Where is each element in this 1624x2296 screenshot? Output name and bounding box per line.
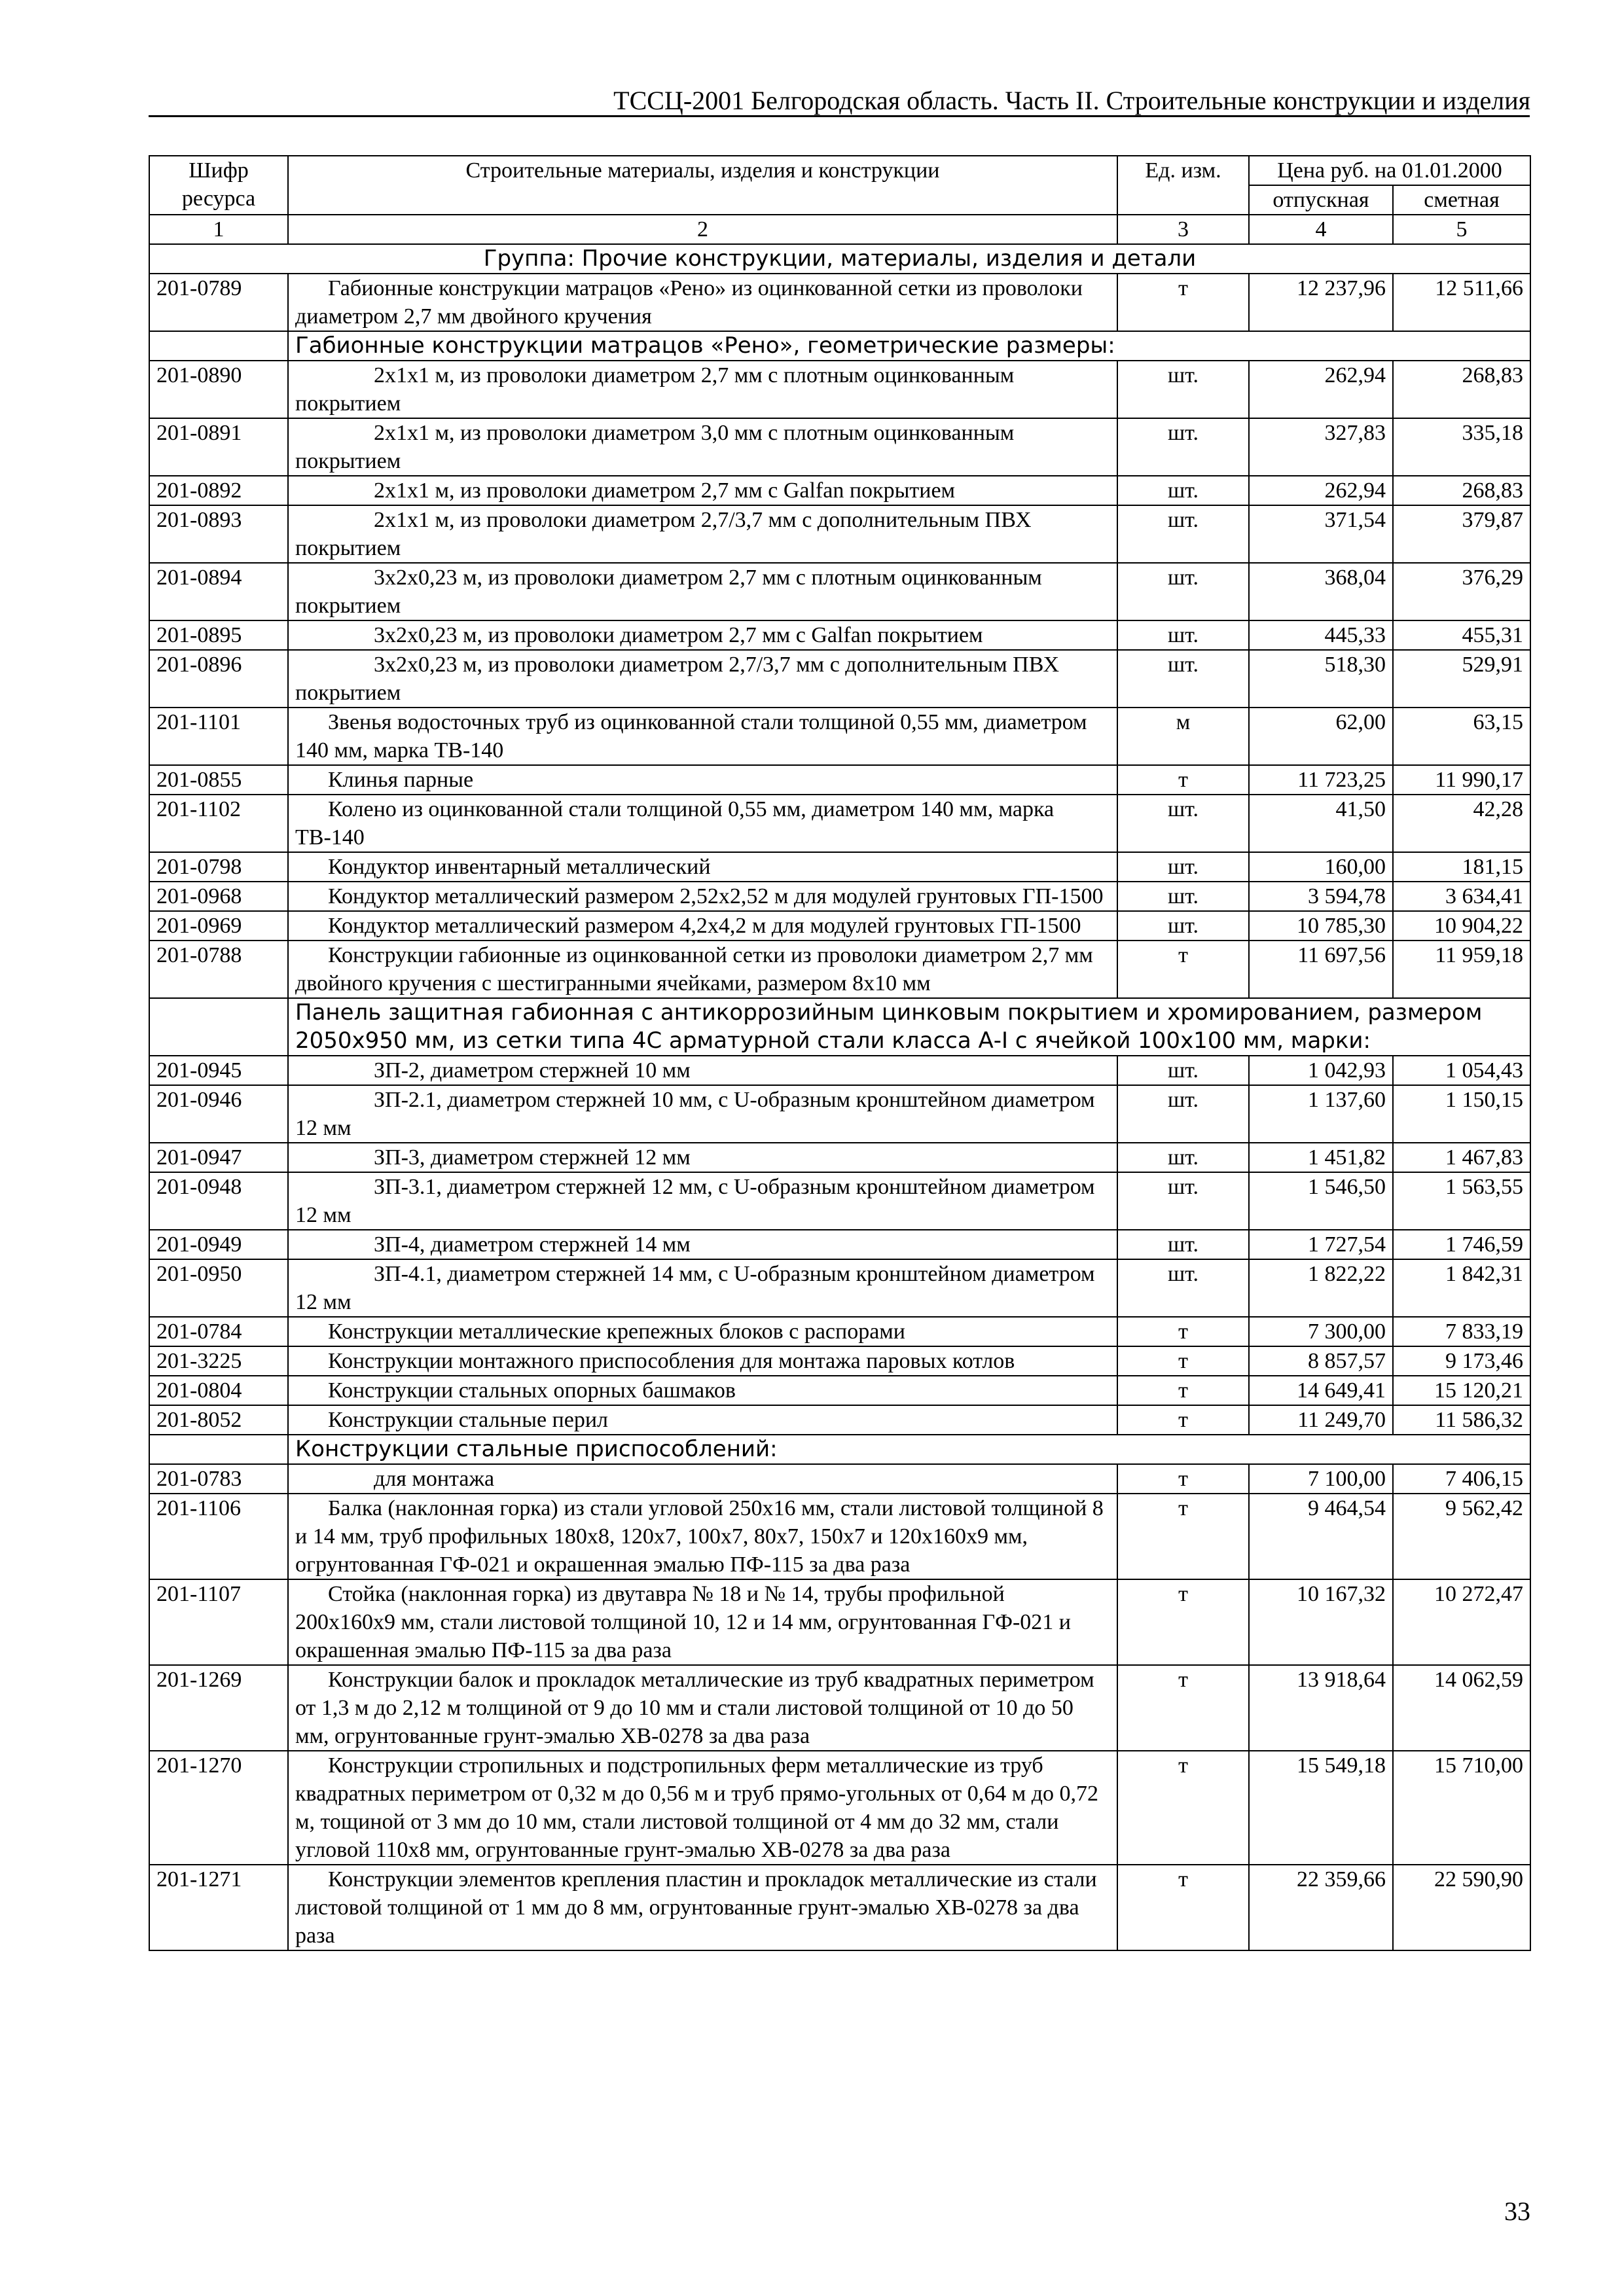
estimate-price: 1 563,55 [1393,1172,1530,1230]
price-table [149,155,1531,1951]
unit-of-measure: т [1117,1494,1249,1579]
table-row [149,274,1530,331]
unit-of-measure: шт. [1117,852,1249,882]
table-row [149,563,1530,620]
header-unit: Ед. изм. [1117,156,1249,215]
estimate-price: 268,83 [1393,361,1530,418]
resource-name: 2х1х1 м, из проволоки диаметром 2,7 мм с плотным оцинкованным покрытием [288,361,1117,418]
resource-name: ЗП-4.1, диаметром стержней 14 мм, с U-образным кронштейном диаметром 12 мм [288,1259,1117,1317]
unit-of-measure: м [1117,708,1249,765]
unit-of-measure: шт. [1117,1056,1249,1085]
resource-name: Балка (наклонная горка) из стали угловой 250х16 мм, стали листовой толщиной 8 и 14 мм, труб профильных 180х8, 120х7, 100х7, 80х7, 150х7 и 120х160х9 мм, огрунтованная ГФ-021 и окрашенная эмалью ПФ-115 за два раза [288,1494,1117,1579]
resource-name: 2х1х1 м, из проволоки диаметром 2,7 мм с Galfan покрытием [288,476,1117,505]
unit-of-measure: т [1117,1579,1249,1665]
table-row [149,361,1530,418]
estimate-price: 42,28 [1393,795,1530,852]
group-title-row [149,244,1530,274]
table-row [149,1230,1530,1259]
section-row [149,1435,1530,1464]
resource-code: 201-8052 [149,1405,288,1435]
release-price: 13 918,64 [1249,1665,1393,1751]
unit-of-measure: т [1117,1405,1249,1435]
estimate-price: 455,31 [1393,620,1530,650]
release-price: 1 727,54 [1249,1230,1393,1259]
resource-name: ЗП-2.1, диаметром стержней 10 мм, с U-образным кронштейном диаметром 12 мм [288,1085,1117,1143]
table-row [149,1865,1530,1950]
unit-of-measure: шт. [1117,650,1249,708]
release-price: 7 100,00 [1249,1464,1393,1494]
estimate-price: 11 990,17 [1393,765,1530,795]
estimate-price: 1 842,31 [1393,1259,1530,1317]
unit-of-measure: т [1117,1751,1249,1865]
resource-code: 201-0949 [149,1230,288,1259]
estimate-price: 529,91 [1393,650,1530,708]
release-price: 1 822,22 [1249,1259,1393,1317]
unit-of-measure: т [1117,1376,1249,1405]
estimate-price: 7 406,15 [1393,1464,1530,1494]
resource-name: ЗП-2, диаметром стержней 10 мм [288,1056,1117,1085]
resource-code: 201-1101 [149,708,288,765]
table-row [149,852,1530,882]
release-price: 1 546,50 [1249,1172,1393,1230]
release-price: 11 697,56 [1249,941,1393,998]
resource-name: Клинья парные [288,765,1117,795]
release-price: 9 464,54 [1249,1494,1393,1579]
column-number: 4 [1249,215,1393,244]
table-row [149,708,1530,765]
resource-code: 201-0895 [149,620,288,650]
table-row [149,1346,1530,1376]
resource-code: 201-0798 [149,852,288,882]
resource-name: Конструкции балок и прокладок металлические из труб квадратных периметром от 1,3 м до 2,12 м толщиной от 9 до 10 мм и стали листовой толщиной от 10 до 50 мм, огрунтованные грунт-эмалью ХВ-0278 за два раза [288,1665,1117,1751]
release-price: 1 042,93 [1249,1056,1393,1085]
resource-code: 201-1102 [149,795,288,852]
resource-code: 201-0947 [149,1143,288,1172]
resource-name: Кондуктор инвентарный металлический [288,852,1117,882]
resource-code: 201-0945 [149,1056,288,1085]
group-title: Группа: Прочие конструкции, материалы, изделия и детали [149,244,1530,274]
release-price: 8 857,57 [1249,1346,1393,1376]
release-price: 327,83 [1249,418,1393,476]
estimate-price: 335,18 [1393,418,1530,476]
unit-of-measure: шт. [1117,418,1249,476]
resource-name: 3х2х0,23 м, из проволоки диаметром 2,7 мм с плотным оцинкованным покрытием [288,563,1117,620]
resource-code: 201-0892 [149,476,288,505]
resource-name: ЗП-3.1, диаметром стержней 12 мм, с U-образным кронштейном диаметром 12 мм [288,1172,1117,1230]
estimate-price: 268,83 [1393,476,1530,505]
table-row [149,1665,1530,1751]
unit-of-measure: т [1117,941,1249,998]
estimate-price: 1 746,59 [1393,1230,1530,1259]
unit-of-measure: т [1117,1865,1249,1950]
table-row [149,1143,1530,1172]
estimate-price: 11 586,32 [1393,1405,1530,1435]
unit-of-measure: шт. [1117,620,1249,650]
resource-code: 201-0893 [149,505,288,563]
resource-name: 2х1х1 м, из проволоки диаметром 3,0 мм с плотным оцинкованным покрытием [288,418,1117,476]
section-code-cell [149,998,288,1056]
release-price: 15 549,18 [1249,1751,1393,1865]
estimate-price: 1 054,43 [1393,1056,1530,1085]
estimate-price: 1 467,83 [1393,1143,1530,1172]
estimate-price: 9 173,46 [1393,1346,1530,1376]
unit-of-measure: шт. [1117,1143,1249,1172]
resource-name: ЗП-3, диаметром стержней 12 мм [288,1143,1117,1172]
resource-name: Конструкции металлические крепежных блоков с распорами [288,1317,1117,1346]
release-price: 7 300,00 [1249,1317,1393,1346]
page-number: 33 [1504,2197,1530,2226]
table-row [149,795,1530,852]
release-price: 11 249,70 [1249,1405,1393,1435]
release-price: 518,30 [1249,650,1393,708]
resource-code: 201-0948 [149,1172,288,1230]
table-row [149,505,1530,563]
unit-of-measure: т [1117,765,1249,795]
resource-code: 201-1271 [149,1865,288,1950]
resource-code: 201-0896 [149,650,288,708]
unit-of-measure: шт. [1117,911,1249,941]
resource-name: Конструкции монтажного приспособления для монтажа паровых котлов [288,1346,1117,1376]
section-code-cell [149,331,288,361]
header-code: Шифр ресурса [149,156,288,215]
table-header-row [149,156,1530,185]
resource-code: 201-0890 [149,361,288,418]
resource-name: Конструкции стальных опорных башмаков [288,1376,1117,1405]
table-row [149,650,1530,708]
table-row [149,1376,1530,1405]
header-rule [149,115,1530,117]
resource-name: для монтажа [288,1464,1117,1494]
column-number: 5 [1393,215,1530,244]
resource-name: Кондуктор металлический размером 2,52х2,52 м для модулей грунтовых ГП-1500 [288,882,1117,911]
estimate-price: 1 150,15 [1393,1085,1530,1143]
section-title: Панель защитная габионная с антикоррозийным цинковым покрытием и хромированием, размером 2050х950 мм, из сетки типа 4С арматурной стали класса А-I с ячейкой 100х100 мм, марки: [288,998,1530,1056]
unit-of-measure: т [1117,1665,1249,1751]
table-row [149,1751,1530,1865]
resource-code: 201-3225 [149,1346,288,1376]
release-price: 371,54 [1249,505,1393,563]
resource-code: 201-0946 [149,1085,288,1143]
table-row [149,1085,1530,1143]
release-price: 11 723,25 [1249,765,1393,795]
resource-name: 2х1х1 м, из проволоки диаметром 2,7/3,7 мм с дополнительным ПВХ покрытием [288,505,1117,563]
unit-of-measure: шт. [1117,476,1249,505]
estimate-price: 10 904,22 [1393,911,1530,941]
resource-code: 201-0804 [149,1376,288,1405]
table-row [149,1056,1530,1085]
resource-code: 201-0784 [149,1317,288,1346]
estimate-price: 12 511,66 [1393,274,1530,331]
resource-name: Конструкции габионные из оцинкованной сетки из проволоки диаметром 2,7 мм двойного кручения с шестигранными ячейками, размером 8х10 мм [288,941,1117,998]
resource-name: Колено из оцинкованной стали толщиной 0,55 мм, диаметром 140 мм, марка ТВ-140 [288,795,1117,852]
table-row [149,476,1530,505]
section-row [149,331,1530,361]
section-title: Конструкции стальные приспособлений: [288,1435,1530,1464]
column-number-row [149,215,1530,244]
estimate-price: 7 833,19 [1393,1317,1530,1346]
estimate-price: 376,29 [1393,563,1530,620]
estimate-price: 379,87 [1393,505,1530,563]
section-code-cell [149,1435,288,1464]
table-row [149,1579,1530,1665]
estimate-price: 3 634,41 [1393,882,1530,911]
resource-name: Стойка (наклонная горка) из двутавра № 18 и № 14, трубы профильной 200х160х9 мм, стали листовой толщиной 10, 12 и 14 мм, огрунтованная ГФ-021 и окрашенная эмалью ПФ-115 за два раза [288,1579,1117,1665]
running-header-title: ТССЦ-2001 Белгородская область. Часть II. Строительные конструкции и изделия [613,86,1530,115]
resource-code: 201-1106 [149,1494,288,1579]
resource-code: 201-0789 [149,274,288,331]
resource-name: 3х2х0,23 м, из проволоки диаметром 2,7 мм с Galfan покрытием [288,620,1117,650]
section-row [149,998,1530,1056]
release-price: 41,50 [1249,795,1393,852]
table-row [149,620,1530,650]
header-estimate-price: сметная [1393,185,1530,215]
resource-name: ЗП-4, диаметром стержней 14 мм [288,1230,1117,1259]
resource-code: 201-0783 [149,1464,288,1494]
release-price: 368,04 [1249,563,1393,620]
unit-of-measure: шт. [1117,505,1249,563]
header-release-price: отпускная [1249,185,1393,215]
unit-of-measure: т [1117,1346,1249,1376]
estimate-price: 181,15 [1393,852,1530,882]
unit-of-measure: шт. [1117,563,1249,620]
release-price: 12 237,96 [1249,274,1393,331]
estimate-price: 15 120,21 [1393,1376,1530,1405]
table-row [149,882,1530,911]
table-row [149,941,1530,998]
release-price: 445,33 [1249,620,1393,650]
unit-of-measure: шт. [1117,361,1249,418]
resource-code: 201-0968 [149,882,288,911]
table-row [149,911,1530,941]
table-row [149,1172,1530,1230]
table-row [149,765,1530,795]
release-price: 62,00 [1249,708,1393,765]
release-price: 262,94 [1249,476,1393,505]
header-price: Цена руб. на 01.01.2000 [1249,156,1530,185]
resource-code: 201-1269 [149,1665,288,1751]
release-price: 3 594,78 [1249,882,1393,911]
resource-code: 201-0788 [149,941,288,998]
estimate-price: 10 272,47 [1393,1579,1530,1665]
table-row [149,1259,1530,1317]
unit-of-measure: т [1117,274,1249,331]
table-row [149,418,1530,476]
column-number: 1 [149,215,288,244]
unit-of-measure: шт. [1117,795,1249,852]
resource-name: Конструкции элементов крепления пластин и прокладок металлические из стали листовой толщиной от 1 мм до 8 мм, огрунтованные грунт-эмалью ХВ-0278 за два раза [288,1865,1117,1950]
release-price: 1 451,82 [1249,1143,1393,1172]
estimate-price: 14 062,59 [1393,1665,1530,1751]
resource-code: 201-0969 [149,911,288,941]
header-name: Строительные материалы, изделия и конструкции [288,156,1117,215]
unit-of-measure: шт. [1117,1259,1249,1317]
estimate-price: 63,15 [1393,708,1530,765]
table-row [149,1494,1530,1579]
column-number: 2 [288,215,1117,244]
unit-of-measure: шт. [1117,1085,1249,1143]
section-title: Габионные конструкции матрацов «Рено», геометрические размеры: [288,331,1530,361]
table-row [149,1317,1530,1346]
resource-code: 201-1270 [149,1751,288,1865]
estimate-price: 15 710,00 [1393,1751,1530,1865]
unit-of-measure: шт. [1117,882,1249,911]
resource-name: Конструкции стропильных и подстропильных ферм металлические из труб квадратных периметром от 0,32 м до 0,56 м и труб прямо-угольных от 0,64 м до 0,72 м, тощиной от 3 мм до 10 мм, стали листовой толщиной от 4 мм до 32 мм, стали угловой 110х8 мм, огрунтованные грунт-эмалью ХВ-0278 за два раза [288,1751,1117,1865]
resource-code: 201-0891 [149,418,288,476]
release-price: 10 167,32 [1249,1579,1393,1665]
unit-of-measure: т [1117,1317,1249,1346]
release-price: 1 137,60 [1249,1085,1393,1143]
resource-code: 201-0950 [149,1259,288,1317]
release-price: 14 649,41 [1249,1376,1393,1405]
estimate-price: 9 562,42 [1393,1494,1530,1579]
resource-code: 201-1107 [149,1579,288,1665]
estimate-price: 11 959,18 [1393,941,1530,998]
unit-of-measure: шт. [1117,1230,1249,1259]
column-number: 3 [1117,215,1249,244]
resource-name: Габионные конструкции матрацов «Рено» из оцинкованной сетки из проволоки диаметром 2,7 мм двойного кручения [288,274,1117,331]
table-row [149,1405,1530,1435]
release-price: 10 785,30 [1249,911,1393,941]
resource-name: Звенья водосточных труб из оцинкованной стали толщиной 0,55 мм, диаметром 140 мм, марка ТВ-140 [288,708,1117,765]
release-price: 160,00 [1249,852,1393,882]
unit-of-measure: шт. [1117,1172,1249,1230]
release-price: 22 359,66 [1249,1865,1393,1950]
resource-code: 201-0894 [149,563,288,620]
resource-name: Кондуктор металлический размером 4,2х4,2 м для модулей грунтовых ГП-1500 [288,911,1117,941]
resource-name: 3х2х0,23 м, из проволоки диаметром 2,7/3,7 мм с дополнительным ПВХ покрытием [288,650,1117,708]
estimate-price: 22 590,90 [1393,1865,1530,1950]
release-price: 262,94 [1249,361,1393,418]
resource-name: Конструкции стальные перил [288,1405,1117,1435]
table-row [149,1464,1530,1494]
resource-code: 201-0855 [149,765,288,795]
unit-of-measure: т [1117,1464,1249,1494]
